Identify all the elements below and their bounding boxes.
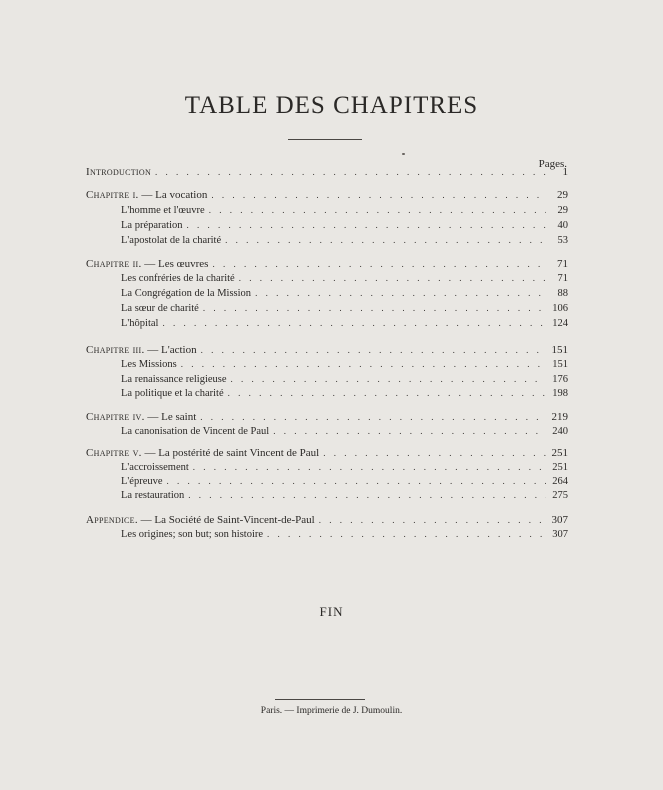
toc-entry-label: La canonisation de Vincent de Paul <box>121 426 270 437</box>
toc-page-number: 307 <box>552 529 568 540</box>
toc-entry-label <box>86 411 196 423</box>
toc-section-entry <box>121 303 568 318</box>
toc-page-number: 151 <box>551 344 568 356</box>
printer-imprint: Paris. — Imprimerie de J. Dumoulin. <box>260 706 403 716</box>
toc-entry-label: L'épreuve <box>121 476 163 487</box>
chapter-title: — La postérité de saint Vincent de Paul <box>141 447 320 459</box>
toc-entry-label <box>86 258 208 270</box>
toc-entry-label <box>86 189 207 201</box>
toc-page-number: 176 <box>552 374 568 385</box>
toc-entry-label: Introduction <box>86 166 152 178</box>
toc-section-entry <box>121 374 568 389</box>
toc-entry-label <box>86 344 197 356</box>
toc-chapter-entry <box>86 258 568 273</box>
toc-page-number: 151 <box>552 359 568 370</box>
pages-column-label: Pages. <box>538 158 567 170</box>
toc-entry-label: L'hôpital <box>121 318 159 329</box>
toc-entry-label: Les Missions <box>121 359 177 370</box>
chapter-title: — Le saint <box>144 411 197 423</box>
toc-entry-label: Les origines; son but; son histoire <box>121 529 264 540</box>
dot-leader <box>319 515 546 525</box>
dot-leader <box>228 388 546 398</box>
dot-leader <box>203 303 546 313</box>
chapter-number: Chapitre i. <box>86 189 139 201</box>
toc-entry-label: L'accroissement <box>121 462 189 473</box>
toc-page-number: 251 <box>551 447 568 459</box>
dot-leader <box>267 529 546 539</box>
dot-leader <box>201 345 546 355</box>
toc-section-entry <box>121 220 568 235</box>
paper-speck <box>402 153 405 155</box>
toc-section-entry <box>121 490 568 505</box>
toc-section-entry <box>121 462 568 477</box>
dot-leader <box>225 235 546 245</box>
dot-leader <box>162 318 546 328</box>
dot-leader <box>209 205 546 215</box>
chapter-number: Appendice. <box>86 514 138 526</box>
dot-leader <box>323 448 546 458</box>
chapter-title: — La vocation <box>138 189 208 201</box>
toc-page-number: 88 <box>557 288 568 299</box>
toc-page-number: 251 <box>552 462 568 473</box>
chapter-title: — L'action <box>144 344 197 356</box>
dot-leader <box>155 167 546 177</box>
toc-page-number: 40 <box>557 220 568 231</box>
toc-page-number: 53 <box>557 235 568 246</box>
dot-leader <box>239 273 546 283</box>
toc-page-number: 29 <box>557 205 568 216</box>
title-rule <box>288 139 362 140</box>
toc-page-number: 240 <box>552 426 568 437</box>
toc-entry-label: La Congrégation de la Mission <box>121 288 252 299</box>
toc-entry-label: La renaissance religieuse <box>121 374 227 385</box>
imprint-rule <box>275 699 365 700</box>
chapter-title: — Les œuvres <box>141 258 209 270</box>
fin-label: FIN <box>319 604 344 619</box>
dot-leader <box>212 259 546 269</box>
dot-leader <box>273 426 546 436</box>
toc-entry-label <box>86 447 319 459</box>
toc-chapter-entry <box>86 189 568 204</box>
toc-section-entry <box>121 529 568 544</box>
toc-section-entry <box>121 273 568 288</box>
toc-page-number: 71 <box>557 258 568 270</box>
page-title: TABLE DES CHAPITRES <box>184 92 479 119</box>
toc-entry-label: L'apostolat de la charité <box>121 235 222 246</box>
toc-entry-label: Les confréries de la charité <box>121 273 235 284</box>
toc-entry-label: La restauration <box>121 490 185 501</box>
toc-section-entry <box>121 359 568 374</box>
toc-page-number: 219 <box>551 411 568 423</box>
toc-chapter-entry <box>86 344 568 359</box>
chapter-number: Chapitre iii. <box>86 344 145 356</box>
toc-section-entry <box>121 235 568 250</box>
dot-leader <box>231 374 546 384</box>
toc-page-number: 106 <box>552 303 568 314</box>
toc-entry-label: L'homme et l'œuvre <box>121 205 205 216</box>
toc-chapter-entry <box>86 447 568 462</box>
toc-entry-label: La politique et la charité <box>121 388 224 399</box>
toc-page-number: 29 <box>557 189 568 201</box>
dot-leader <box>193 462 546 472</box>
dot-leader <box>255 288 546 298</box>
toc-page-number: 71 <box>557 273 568 284</box>
dot-leader <box>181 359 546 369</box>
toc-section-entry <box>121 426 568 441</box>
chapter-number: Chapitre v. <box>86 447 142 459</box>
toc-page-number: 307 <box>551 514 568 526</box>
toc-section-entry <box>121 476 568 491</box>
dot-leader <box>188 490 546 500</box>
dot-leader <box>187 220 546 230</box>
toc-chapter-entry <box>86 514 568 529</box>
toc-entry-label <box>86 514 315 526</box>
toc-section-entry <box>121 318 568 333</box>
toc-page-number: 264 <box>552 476 568 487</box>
toc-page-number: 1 <box>562 166 568 178</box>
toc-chapter-entry <box>86 411 568 426</box>
chapter-number: Chapitre ii. <box>86 258 142 270</box>
toc-section-entry <box>121 388 568 403</box>
toc-section-entry <box>121 205 568 220</box>
toc-page-number: 198 <box>552 388 568 399</box>
chapter-title: — La Société de Saint-Vincent-de-Paul <box>137 514 315 526</box>
dot-leader <box>167 476 546 486</box>
toc-entry-label: La sœur de charité <box>121 303 199 314</box>
toc-section-entry <box>121 288 568 303</box>
dot-leader <box>211 190 546 200</box>
toc-page-number: 124 <box>552 318 568 329</box>
toc-chapter-entry <box>86 166 568 181</box>
dot-leader <box>200 412 546 422</box>
toc-page-number: 275 <box>552 490 568 501</box>
chapter-number: Chapitre iv. <box>86 411 145 423</box>
toc-entry-label: La préparation <box>121 220 183 231</box>
